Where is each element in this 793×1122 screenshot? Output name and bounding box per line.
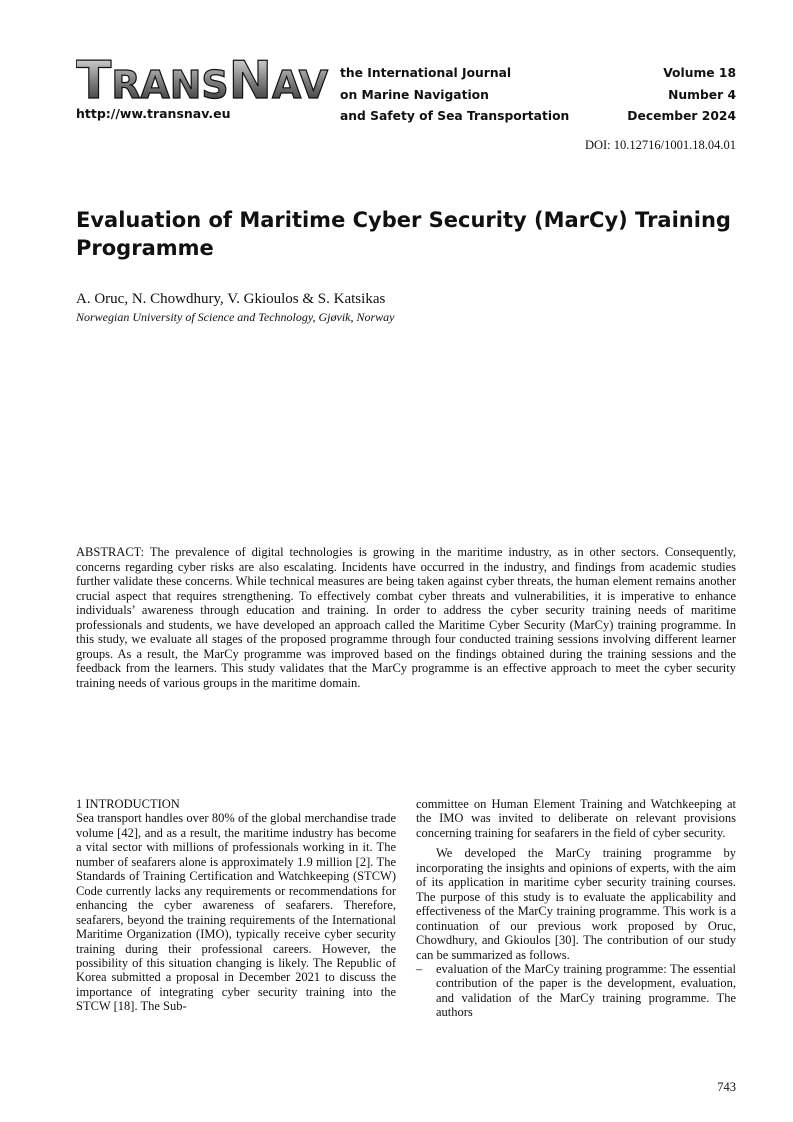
abstract: ABSTRACT: The prevalence of digital technologies is growing in the maritime industry, as in other sectors. Consequently, concerns regarding cyber risks are also escalating. Incidents have occurred in the industry, and findings from academic studies further validate these concerns. While technical measures are being taken against cyber threats, the human element remains another crucial aspect that requires strengthening. To effectively combat cyber threats and vulnerabilities, it is imperative to enhance individuals’ awareness through education and training. In order to address the cyber security training needs of maritime professionals and students, we have developed an approach called the Maritime Cyber Security (MarCy) training programme. In this study, we evaluate all stages of the proposed programme through four conducted training sessions involving different learner groups. As a result, the MarCy programme was improved based on the findings obtained during the training sessions and the feedback from the learners. This study validates that the MarCy programme is an effective approach to meet the cyber security training needs of various groups in the maritime domain. — [76, 545, 736, 690]
authors: A. Oruc, N. Chowdhury, V. Gkioulos & S. Katsikas — [76, 291, 386, 307]
body-paragraph: We developed the MarCy training programme by incorporating the insights and opinions of experts, with the aim of its application in maritime cyber security training courses. The purpose of this study is to evaluate the applicability and effectiveness of the MarCy training programme. This work is a continuation of our previous work proposed by Oruc, Chowdhury, and Gkioulos [30]. The contribution of our study can be summarized as follows. — [416, 846, 736, 962]
number: Number 4 — [668, 87, 736, 102]
body-paragraph: Sea transport handles over 80% of the global merchandise trade volume [42], and as a result, the maritime industry has become a vital sector with millions of professionals working in it. The number of seafarers alone is approximately 1.9 million [2]. The Standards of Training Certification and Watchkeeping (STCW) Code currently lacks any requirements or recommendations for enhancing the cyber awareness of seafarers. Therefore, seafarers, beyond the training requirements of the International Maritime Organization (IMO), typically receive cyber security training during their professional careers. However, the possibility of this situation changing is likely. The Republic of Korea submitted a proposal in December 2021 to discuss the importance of integrating cyber security training into the STCW [18]. The Sub- — [76, 811, 396, 1014]
list-item-text: evaluation of the MarCy training programme: The essential contribution of the paper is the development, evaluation, and validation of the MarCy training programme. The authors — [436, 961, 736, 1020]
transnav-logo — [76, 52, 331, 106]
volume: Volume 18 — [663, 66, 736, 80]
doi[interactable]: DOI: 10.12716/1001.18.04.01 — [584, 138, 736, 152]
right-column — [416, 797, 736, 1020]
page-number: 743 — [717, 1080, 736, 1094]
journal-line: the International Journal — [340, 66, 512, 80]
section-heading: 1 INTRODUCTION — [76, 797, 180, 811]
issue-date: December 2024 — [627, 109, 736, 123]
bullet-marker: – — [416, 961, 423, 976]
journal-line: and Safety of Sea Transportation — [340, 109, 570, 123]
journal-name — [340, 63, 569, 128]
svg-text:TRANSNAV: TRANSNAV — [76, 52, 329, 106]
issue-info — [627, 63, 736, 128]
left-column — [76, 797, 396, 1014]
body-paragraph: committee on Human Element Training and Watchkeeping at the IMO was invited to deliberate on relevant provisions concerning training for seafarers in the field of cyber security. — [416, 797, 736, 840]
journal-url[interactable]: http://ww.transnav.eu — [76, 106, 231, 121]
article-title: Evaluation of Maritime Cyber Security (MarCy) Training Programme — [76, 208, 731, 260]
affiliation: Norwegian University of Science and Technology, Gjøvik, Norway — [76, 310, 395, 324]
journal-line: on Marine Navigation — [340, 87, 489, 102]
list-item — [416, 962, 736, 1020]
